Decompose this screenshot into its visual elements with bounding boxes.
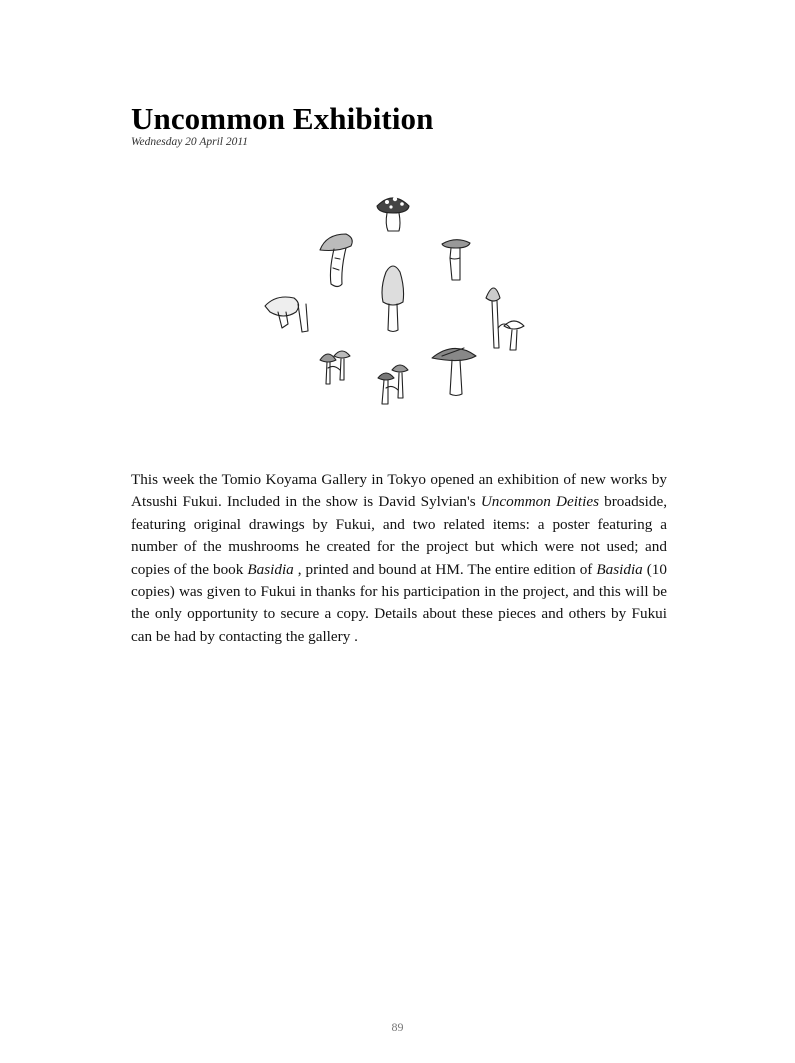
body-text-segment: (10 copies) was given to Fukui in thanks for his participation in the project, and this will be the only opportunity to secure a copy. Details about these pieces and others by Fukui can be had by contacting the gallery . xyxy=(131,560,667,645)
mushroom-drawing-bottom xyxy=(378,365,408,404)
mushroom-drawing-left xyxy=(265,297,308,332)
mushroom-drawing-lower-right xyxy=(432,348,476,396)
mushroom-drawing-right xyxy=(486,288,524,350)
mushroom-drawing-top xyxy=(377,197,409,231)
mushroom-drawing-upper-right xyxy=(442,240,470,280)
book-title-basidia: Basidia xyxy=(596,560,643,578)
page-number: 89 xyxy=(391,1020,404,1034)
mushroom-drawing-lower-left xyxy=(320,351,350,384)
work-title-uncommon-deities: Uncommon Deities xyxy=(480,493,600,511)
mushroom-drawing-center xyxy=(382,266,404,332)
mushroom-drawing-upper-left xyxy=(320,234,352,287)
book-title-basidia: Basidia xyxy=(247,560,294,578)
page-title: Uncommon Exhibition xyxy=(131,101,434,136)
body-text-segment: broadside, featuring original drawings by Fukui, and two related items: a poster featuring a number of the mushrooms he created for the project but which were not used; and copies of the book xyxy=(131,493,668,578)
body-text-segment: This week the Tomio Koyama Gallery in Tokyo opened an exhibition of new works by Atsushi Fukui. Included in the show is David Sylvian's xyxy=(131,471,667,511)
body-text-segment: , printed and bound at HM. The entire edition of xyxy=(293,560,597,578)
post-date: Wednesday 20 April 2011 xyxy=(131,136,249,148)
mushroom-illustration xyxy=(258,188,534,414)
article-body xyxy=(131,469,667,648)
